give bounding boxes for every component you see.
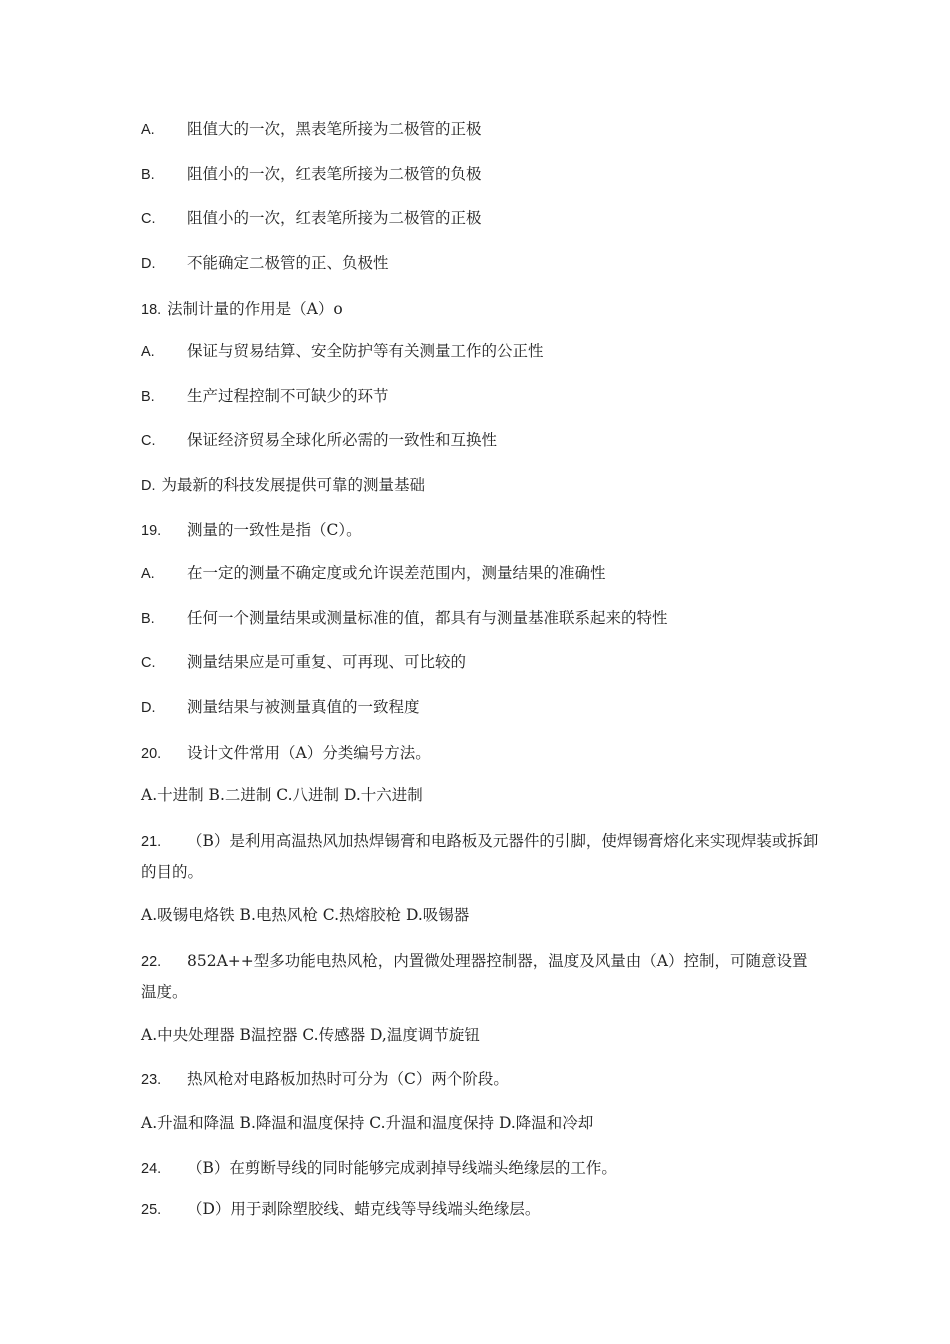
question-text: （D）用于剥除塑胶线、蜡克线等导线端头绝缘层。: [187, 1200, 541, 1218]
q22-options: A.中央处理器 B温控器 C.传感器 D,温度调节旋钮: [141, 1026, 480, 1044]
option-text: 生产过程控制不可缺少的环节: [187, 387, 389, 405]
option-label: B.: [141, 167, 155, 183]
q21-options: A.吸锡电烙铁 B.电热风枪 C.热熔胶枪 D.吸锡器: [141, 906, 470, 924]
option-text: 任何一个测量结果或测量标准的值，都具有与测量基准联系起来的特性: [187, 609, 668, 627]
q18-option-a: [141, 341, 544, 362]
q18-option-c: [141, 430, 497, 451]
option-label: B.: [141, 611, 155, 627]
question-text: 852A++型多功能电热风枪，内置微处理器控制器，温度及风量由（A）控制，可随意设置温度。: [141, 952, 808, 1001]
question-text: 热风枪对电路板加热时可分为（C）两个阶段。: [187, 1070, 509, 1088]
option-text: 阻值小的一次，红表笔所接为二极管的负极: [187, 165, 482, 183]
q19-question: [141, 520, 362, 541]
q19-option-b: [141, 608, 668, 629]
q24-question: [141, 1158, 617, 1179]
q21-question: [141, 826, 821, 887]
option-text: 为最新的科技发展提供可靠的测量基础: [161, 476, 426, 494]
option-text: 保证经济贸易全球化所必需的一致性和互换性: [187, 431, 498, 449]
question-number: 20.: [141, 746, 162, 762]
option-label: C.: [141, 211, 156, 227]
q19-option-d: [141, 697, 420, 718]
option-text: 阻值大的一次，黑表笔所接为二极管的正极: [187, 120, 482, 138]
q17-option-a: [141, 119, 482, 140]
q17-option-b: [141, 164, 482, 185]
option-text: 阻值小的一次，红表笔所接为二极管的正极: [187, 209, 482, 227]
q25-question: [141, 1199, 540, 1220]
q17-option-d: [141, 253, 389, 274]
option-label: D.: [141, 256, 156, 272]
question-number: 23.: [141, 1072, 162, 1088]
question-text: 测量的一致性是指（C）。: [187, 521, 362, 539]
question-number: 22.: [141, 954, 162, 970]
option-label: A.: [141, 344, 155, 360]
q22-question: [141, 946, 821, 1007]
q18-question: [141, 299, 343, 320]
option-label: B.: [141, 389, 155, 405]
question-number: 19.: [141, 523, 162, 539]
question-number: 24.: [141, 1161, 162, 1177]
q18-option-d: [141, 475, 425, 496]
question-text: （B）是利用高温热风加热焊锡膏和电路板及元器件的引脚，使焊锡膏熔化来实现焊装或拆卸的目的。: [141, 832, 819, 881]
option-label: A.: [141, 566, 155, 582]
question-number: 21.: [141, 834, 162, 850]
option-label: A.: [141, 122, 155, 138]
question-text: 法制计量的作用是（A）o: [167, 300, 343, 318]
q17-option-c: [141, 208, 482, 229]
q23-options: A.升温和降温 B.降温和温度保持 C.升温和温度保持 D.降温和冷却: [141, 1114, 594, 1132]
question-number: 25.: [141, 1202, 162, 1218]
question-number: 18.: [141, 302, 162, 318]
option-text: 测量结果与被测量真值的一致程度: [187, 698, 420, 716]
q20-question: [141, 743, 431, 764]
option-text: 测量结果应是可重复、可再现、可比较的: [187, 653, 467, 671]
option-label: D.: [141, 700, 156, 716]
option-label: C.: [141, 655, 156, 671]
q19-option-c: [141, 652, 466, 673]
option-label: D.: [141, 478, 156, 494]
option-text: 不能确定二极管的正、负极性: [187, 254, 389, 272]
q20-options: A.十进制 B.二进制 C.八进制 D.十六进制: [141, 786, 423, 804]
option-label: C.: [141, 433, 156, 449]
option-text: 保证与贸易结算、安全防护等有关测量工作的公正性: [187, 342, 544, 360]
q19-option-a: [141, 563, 606, 584]
q23-question: [141, 1069, 509, 1090]
question-text: （B）在剪断导线的同时能够完成剥掉导线端头绝缘层的工作。: [187, 1159, 617, 1177]
question-text: 设计文件常用（A）分类编号方法。: [187, 744, 431, 762]
q18-option-b: [141, 386, 389, 407]
option-text: 在一定的测量不确定度或允许误差范围内，测量结果的准确性: [187, 564, 606, 582]
